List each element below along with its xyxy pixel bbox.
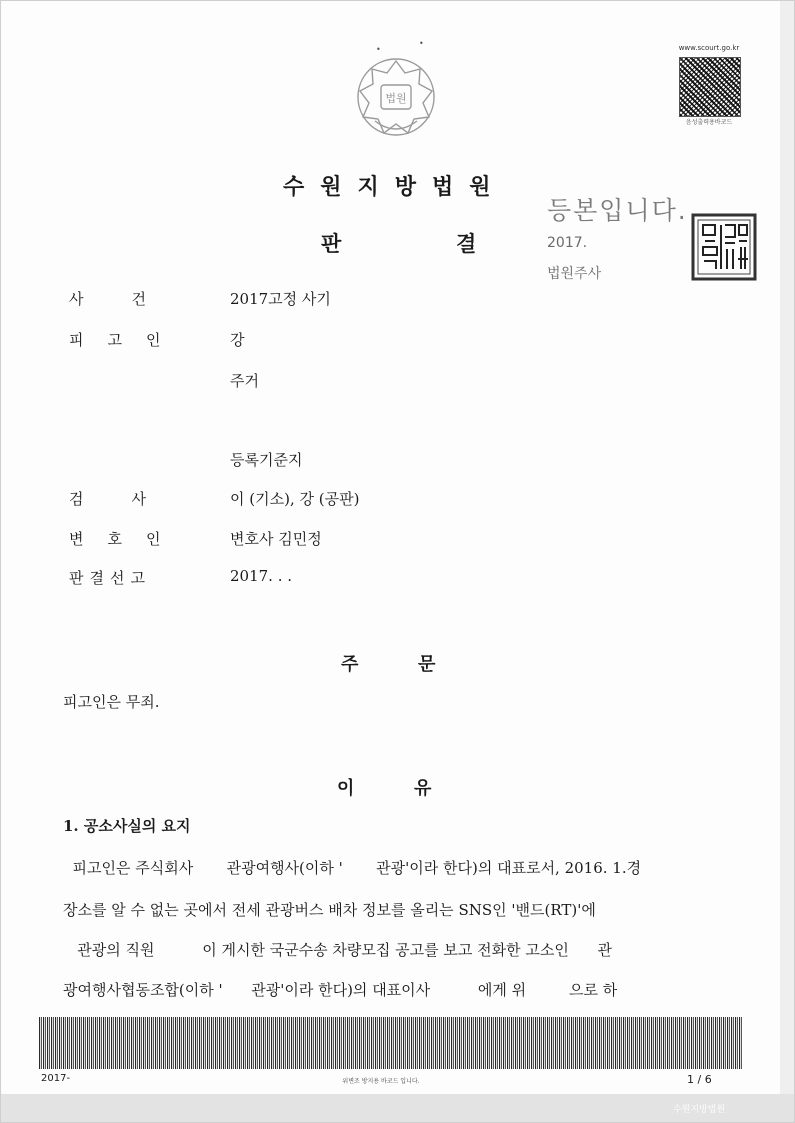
registration-value: 등록기준지 xyxy=(230,451,303,469)
reasons-line: 장소를 알 수 없는 곳에서 전세 관광버스 배차 정보를 올리는 SNS인 '밴드(RT)'에 xyxy=(63,901,596,919)
qr-url: www.scourt.go.kr xyxy=(678,44,740,52)
reasons-subheading: 1. 공소사실의 요지 xyxy=(63,817,191,835)
sentencing-date-label: 판결선고 xyxy=(69,569,151,587)
case-label: 사건 xyxy=(69,290,194,308)
defendant-label: 피고인 xyxy=(69,331,185,349)
page-number: 1 / 6 xyxy=(687,1073,712,1086)
emblem-label: 법원 xyxy=(385,92,407,105)
certified-copy-stamp: 등본입니다. xyxy=(547,196,688,225)
case-value: 2017고정 사기 xyxy=(230,290,331,308)
barcode-caption: 위변조 방지용 바코드 입니다. xyxy=(342,1078,420,1085)
document-number: 2017- xyxy=(41,1073,71,1084)
doc-title-left: 판 xyxy=(321,232,342,256)
counsel-label: 변호인 xyxy=(69,530,185,548)
prosecutor-label: 검사 xyxy=(69,490,194,508)
residence-value: 주거 xyxy=(230,372,259,390)
court-name: 수원지방법원 xyxy=(283,175,507,200)
reasons-line: 광여행사협동조합(이하 ' 관광'이라 한다)의 대표이사 에게 위 으로 하 xyxy=(63,981,618,999)
court-emblem-icon xyxy=(353,51,439,139)
stamp-date: 2017. xyxy=(547,235,588,251)
ruling-heading-right: 문 xyxy=(418,654,436,675)
anti-forgery-barcode xyxy=(39,1017,743,1069)
footer-court-name: 수원지방법원 xyxy=(673,1105,726,1115)
stamp-clerk: 법원주사 xyxy=(547,266,602,282)
doc-title-right: 결 xyxy=(456,232,477,256)
scan-speck: • xyxy=(419,39,424,48)
reasons-line: 피고인은 주식회사 관광여행사(이하 ' 관광'이라 한다)의 대표로서, 2016. 1.경 xyxy=(63,859,642,877)
sentencing-date-value: 2017. . . xyxy=(230,567,293,585)
reasons-heading-right: 유 xyxy=(414,778,432,799)
reasons-heading-left: 이 xyxy=(337,778,355,799)
prosecutor-value: 이 (기소), 강 (공판) xyxy=(230,490,360,508)
scan-edge-right xyxy=(780,1,794,1123)
ruling-text: 피고인은 무죄. xyxy=(63,693,160,711)
defendant-value: 강 xyxy=(230,331,245,349)
reasons-line: 관광의 직원 이 게시한 국군수송 차량모집 공고를 보고 전화한 고소인 관 xyxy=(63,941,612,959)
official-seal-icon xyxy=(691,213,757,281)
ruling-heading-left: 주 xyxy=(341,654,359,675)
counsel-value: 변호사 김민정 xyxy=(230,530,322,548)
qr-caption: 음성출력용바코드 xyxy=(685,119,733,126)
qr-code-icon xyxy=(679,57,741,117)
scan-speck: • xyxy=(376,45,381,54)
